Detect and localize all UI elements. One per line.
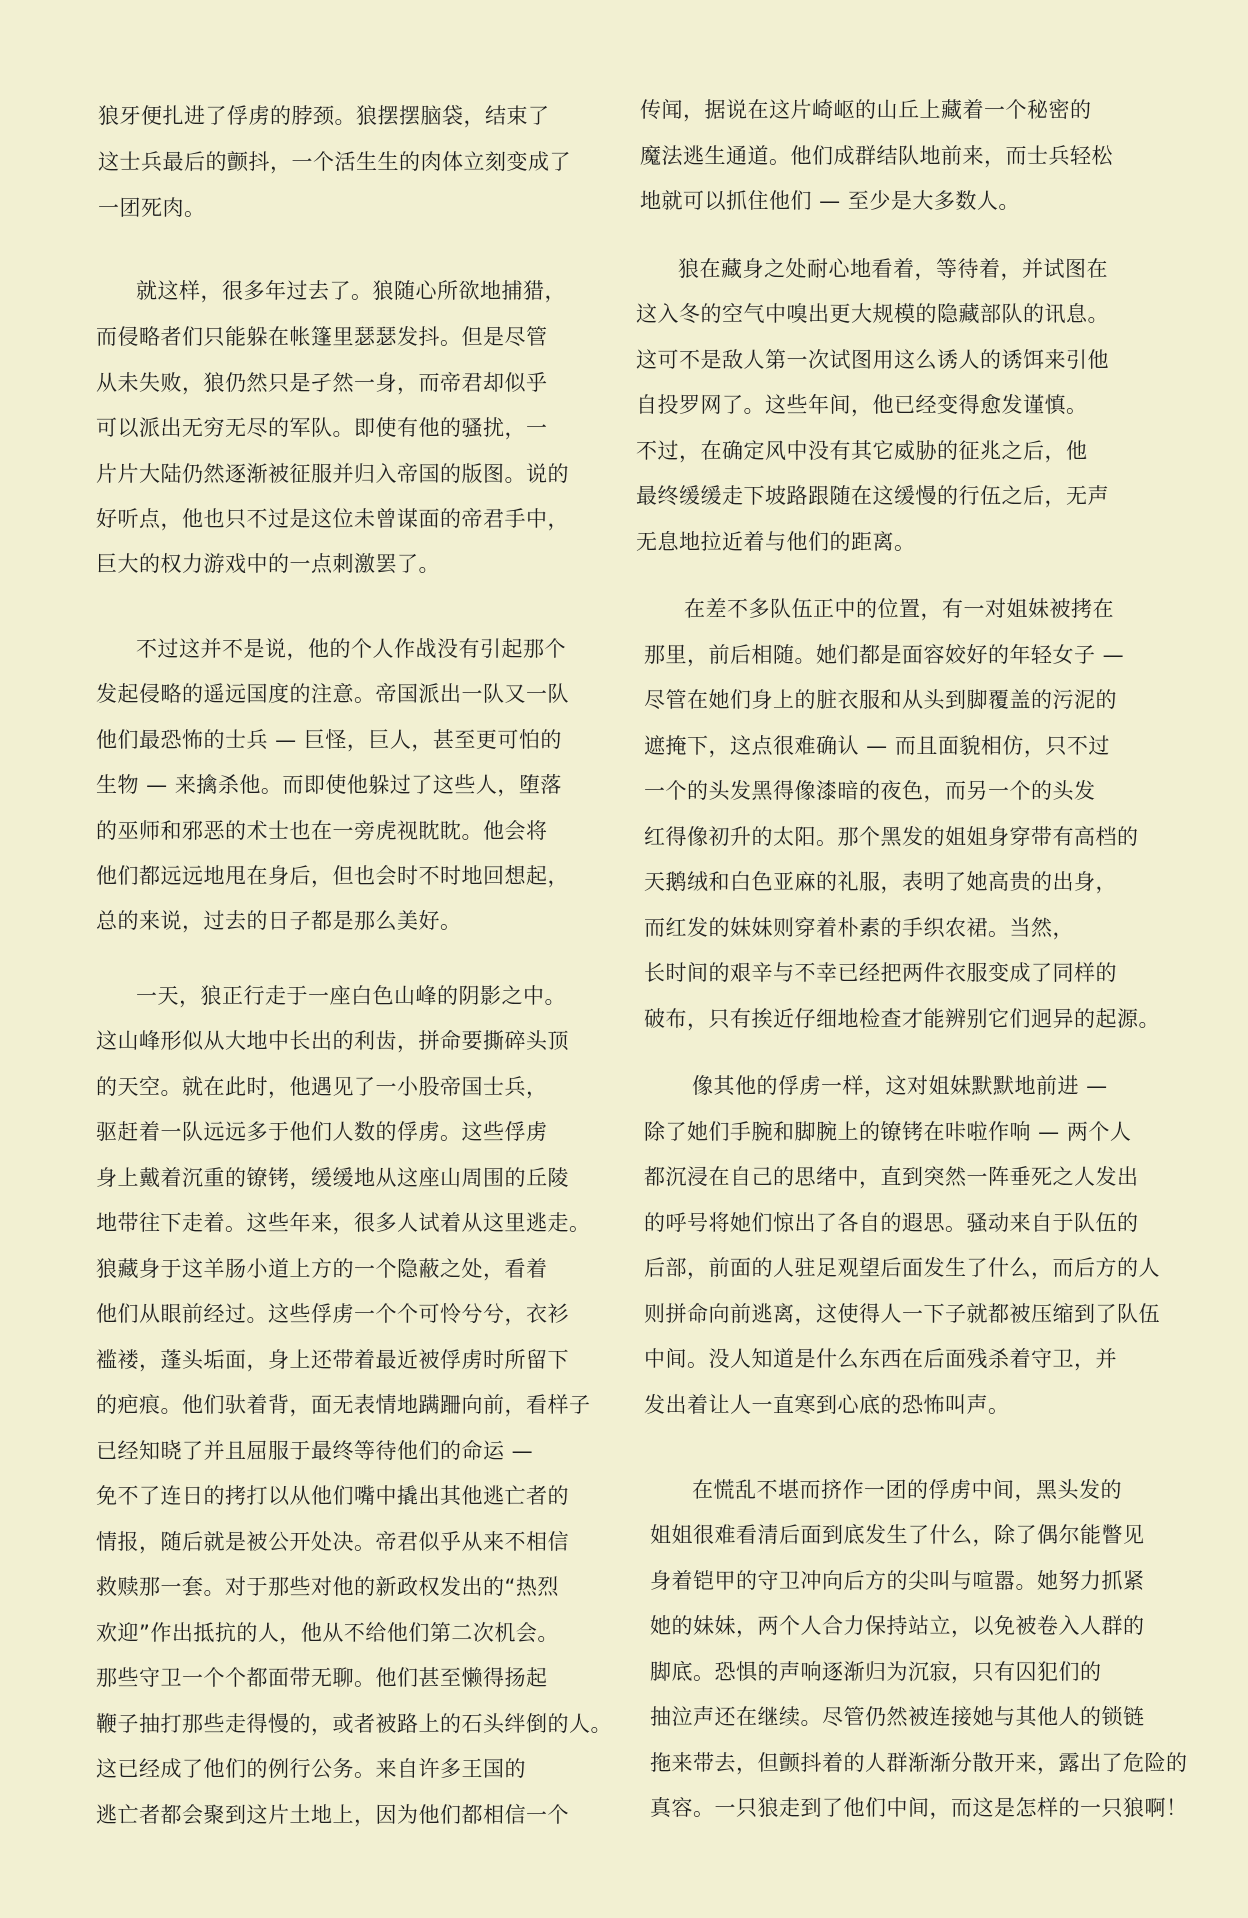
text-line: 红得像初升的太阳。那个黑发的姐姐身穿带有高档的	[644, 825, 1139, 849]
text-line: 而侵略者们只能躲在帐篷里瑟瑟发抖。但是尽管	[96, 325, 548, 349]
text-line: 这山峰形似从大地中长出的利齿，拼命要撕碎头顶	[96, 1029, 569, 1053]
paragraph-first-line: 不过这并不是说，他的个人作战没有引起那个	[136, 637, 566, 661]
text-line: 地就可以抓住他们 — 至少是大多数人。	[640, 189, 1020, 213]
text-line: 可以派出无穷无尽的军队。即使有他的骚扰，一	[96, 416, 548, 440]
text-line: 后部，前面的人驻足观望后面发生了什么，而后方的人	[644, 1256, 1160, 1280]
text-line: 狼牙便扎进了俘虏的脖颈。狼摆摆脑袋，结束了	[98, 104, 550, 128]
text-line: 那些守卫一个个都面带无聊。他们甚至懒得扬起	[96, 1666, 548, 1690]
text-line: 长时间的艰辛与不幸已经把两件衣服变成了同样的	[644, 961, 1117, 985]
text-line: 她的妹妹，两个人合力保持站立，以免被卷入人群的	[650, 1614, 1145, 1638]
paragraph-first-line: 像其他的俘虏一样，这对姐妹默默地前进 —	[692, 1074, 1108, 1098]
text-line: 逃亡者都会聚到这片土地上，因为他们都相信一个	[96, 1803, 569, 1827]
text-line: 这入冬的空气中嗅出更大规模的隐藏部队的讯息。	[636, 302, 1109, 326]
text-line: 他们最恐怖的士兵 — 巨怪，巨人，甚至更可怕的	[96, 728, 562, 752]
text-line: 除了她们手腕和脚腕上的镣铐在咔啦作响 — 两个人	[644, 1120, 1132, 1144]
text-line: 遮掩下，这点很难确认 — 而且面貌相仿，只不过	[644, 734, 1110, 758]
text-line: 欢迎”作出抵抗的人，他从不给他们第二次机会。	[96, 1621, 559, 1645]
text-line: 破布，只有挨近仔细地检查才能辨别它们迥异的起源。	[644, 1007, 1160, 1031]
text-line: 最终缓缓走下坡路跟随在这缓慢的行伍之后，无声	[636, 484, 1109, 508]
text-line: 传闻，据说在这片崎岖的山丘上藏着一个秘密的	[640, 98, 1092, 122]
text-line: 无息地拉近着与他们的距离。	[636, 530, 916, 554]
paragraph-first-line: 狼在藏身之处耐心地看着，等待着，并试图在	[678, 257, 1108, 281]
text-line: 天鹅绒和白色亚麻的礼服，表明了她高贵的出身，	[644, 870, 1117, 894]
text-line: 都沉浸在自己的思绪中，直到突然一阵垂死之人发出	[644, 1165, 1139, 1189]
paragraph-first-line: 一天，狼正行走于一座白色山峰的阴影之中。	[136, 984, 566, 1008]
text-line: 总的来说，过去的日子都是那么美好。	[96, 909, 462, 933]
text-line: 自投罗网了。这些年间，他已经变得愈发谨慎。	[636, 393, 1088, 417]
text-line: 拖来带去，但颤抖着的人群渐渐分散开来，露出了危险的	[650, 1751, 1188, 1775]
text-line: 巨大的权力游戏中的一点刺激罢了。	[96, 552, 440, 576]
text-line: 驱赶着一队远远多于他们人数的俘虏。这些俘虏	[96, 1120, 548, 1144]
text-line: 鞭子抽打那些走得慢的，或者被路上的石头绊倒的人。	[96, 1712, 612, 1736]
text-line: 这士兵最后的颤抖，一个活生生的肉体立刻变成了	[98, 150, 571, 174]
text-line: 生物 — 来擒杀他。而即使他躲过了这些人，堕落	[96, 773, 562, 797]
text-line: 他们都远远地甩在身后，但也会时不时地回想起，	[96, 864, 569, 888]
text-line: 不过，在确定风中没有其它威胁的征兆之后，他	[636, 439, 1088, 463]
text-line: 他们从眼前经过。这些俘虏一个个可怜兮兮，衣衫	[96, 1302, 569, 1326]
paragraph-first-line: 在慌乱不堪而挤作一团的俘虏中间，黑头发的	[692, 1478, 1122, 1502]
paragraph-first-line: 就这样，很多年过去了。狼随心所欲地捕猎，	[136, 279, 566, 303]
text-line: 则拼命向前逃离，这使得人一下子就都被压缩到了队伍	[644, 1302, 1160, 1326]
text-line: 从未失败，狼仍然只是孑然一身，而帝君却似乎	[96, 371, 548, 395]
text-line: 情报，随后就是被公开处决。帝君似乎从来不相信	[96, 1530, 569, 1554]
text-line: 好听点，他也只不过是这位未曾谋面的帝君手中，	[96, 507, 569, 531]
text-line: 褴褛，蓬头垢面，身上还带着最近被俘虏时所留下	[96, 1348, 569, 1372]
text-line: 的呼号将她们惊出了各自的遐思。骚动来自于队伍的	[644, 1211, 1139, 1235]
text-line: 魔法逃生通道。他们成群结队地前来，而士兵轻松	[640, 144, 1113, 168]
text-line: 那里，前后相随。她们都是面容姣好的年轻女子 —	[644, 643, 1125, 667]
paragraph-first-line: 在差不多队伍正中的位置，有一对姐妹被拷在	[684, 597, 1114, 621]
text-line: 免不了连日的拷打以从他们嘴中撬出其他逃亡者的	[96, 1484, 569, 1508]
text-line: 中间。没人知道是什么东西在后面残杀着守卫，并	[644, 1347, 1117, 1371]
text-line: 这已经成了他们的例行公务。来自许多王国的	[96, 1757, 526, 1781]
text-line: 一团死肉。	[98, 196, 206, 220]
text-line: 姐姐很难看清后面到底发生了什么，除了偶尔能瞥见	[650, 1523, 1145, 1547]
text-line: 一个的头发黑得像漆暗的夜色，而另一个的头发	[644, 779, 1096, 803]
text-line: 发起侵略的遥远国度的注意。帝国派出一队又一队	[96, 682, 569, 706]
text-line: 的疤痕。他们驮着背，面无表情地蹒跚向前，看样子	[96, 1393, 591, 1417]
text-line: 身着铠甲的守卫冲向后方的尖叫与喧嚣。她努力抓紧	[650, 1569, 1145, 1593]
text-line: 地带往下走着。这些年来，很多人试着从这里逃走。	[96, 1211, 591, 1235]
text-line: 脚底。恐惧的声响逐渐归为沉寂，只有囚犯们的	[650, 1660, 1102, 1684]
text-line: 狼藏身于这羊肠小道上方的一个隐蔽之处，看着	[96, 1257, 548, 1281]
text-line: 尽管在她们身上的脏衣服和从头到脚覆盖的污泥的	[644, 688, 1117, 712]
text-line: 片片大陆仍然逐渐被征服并归入帝国的版图。说的	[96, 462, 569, 486]
text-line: 抽泣声还在继续。尽管仍然被连接她与其他人的锁链	[650, 1705, 1145, 1729]
text-line: 已经知晓了并且屈服于最终等待他们的命运 —	[96, 1439, 534, 1463]
text-line: 救赎那一套。对于那些对他的新政权发出的“热烈	[96, 1575, 559, 1599]
text-line: 这可不是敌人第一次试图用这么诱人的诱饵来引他	[636, 348, 1109, 372]
text-line: 真容。一只狼走到了他们中间，而这是怎样的一只狼啊！	[650, 1796, 1188, 1820]
text-line: 身上戴着沉重的镣铐，缓缓地从这座山周围的丘陵	[96, 1166, 569, 1190]
text-line: 而红发的妹妹则穿着朴素的手织农裙。当然，	[644, 916, 1074, 940]
text-line: 的天空。就在此时，他遇见了一小股帝国士兵，	[96, 1075, 548, 1099]
text-line: 发出着让人一直寒到心底的恐怖叫声。	[644, 1393, 1010, 1417]
text-line: 的巫师和邪恶的术士也在一旁虎视眈眈。他会将	[96, 819, 548, 843]
